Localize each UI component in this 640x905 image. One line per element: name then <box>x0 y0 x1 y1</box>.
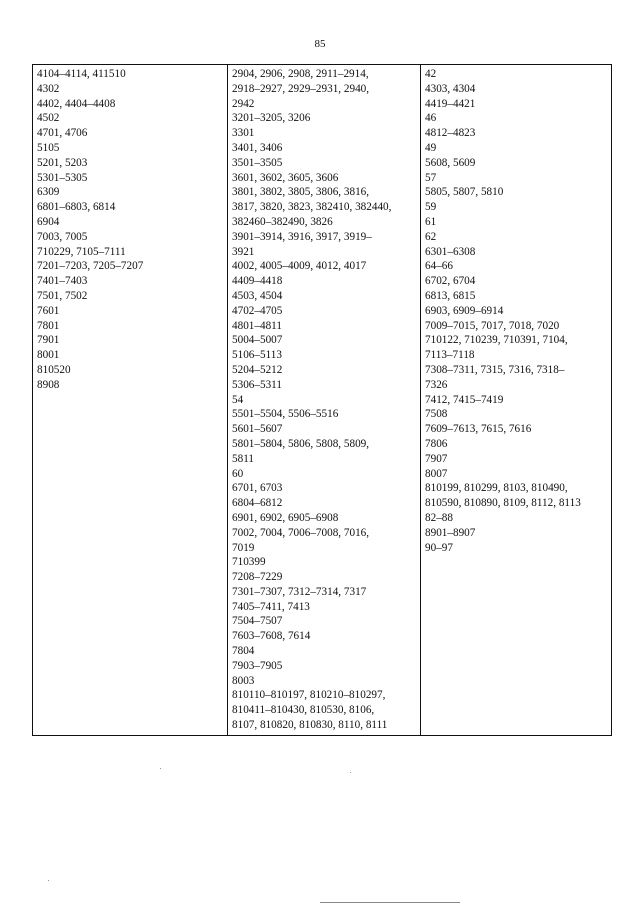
table-cell-line: 810520 <box>37 363 71 376</box>
table-cell-line: 2904, 2906, 2908, 2911–2914, <box>232 68 369 80</box>
table-cell-line: 8901–8907 <box>425 526 476 539</box>
table-cell-line: 3921 <box>232 245 255 258</box>
table-cell-line: 4701, 4706 <box>37 127 88 140</box>
table-column-middle <box>227 65 420 735</box>
table-cell-line: 4812–4823 <box>425 127 476 140</box>
table-cell-line: 4002, 4005–4009, 4012, 4017 <box>232 260 367 273</box>
table-cell-line: 6904 <box>37 215 60 228</box>
table-cell-line: 3801, 3802, 3805, 3806, 3816, <box>232 186 370 199</box>
table-cell-line: 7508 <box>425 408 448 421</box>
table-cell-line: 5204–5212 <box>232 363 283 376</box>
table-cell-line: 7301–7307, 7312–7314, 7317 <box>232 585 367 598</box>
table-cell-line: 8001 <box>37 349 60 362</box>
table-cell-line: 7501, 7502 <box>37 289 88 302</box>
table-cell-line: 7002, 7004, 7006–7008, 7016, <box>232 526 370 539</box>
table-cell-line: 7326 <box>425 378 448 391</box>
table-cell-line: 7009–7015, 7017, 7018, 7020 <box>425 319 560 332</box>
table-cell-line: 4503, 4504 <box>232 289 283 302</box>
table-cell-line: 3201–3205, 3206 <box>232 112 311 125</box>
table-cell-line: 4302 <box>37 82 60 95</box>
code-table <box>32 64 612 736</box>
table-cell-line: 810110–810197, 810210–810297, <box>232 689 386 702</box>
table-cell-line: 3301 <box>232 127 255 140</box>
table-cell-line: 7603–7608, 7614 <box>232 630 311 643</box>
table-cell-line: 4303, 4304 <box>425 82 476 95</box>
table-cell-line: 6702, 6704 <box>425 275 476 288</box>
table-cell-line: 6901, 6902, 6905–6908 <box>232 511 339 524</box>
table-cell-line: 6804–6812 <box>232 497 283 510</box>
table-cell-line: 7601 <box>37 304 60 317</box>
scan-edge-line <box>320 902 460 903</box>
table-cell-line: 7609–7613, 7615, 7616 <box>425 423 532 436</box>
table-cell-line: 6801–6803, 6814 <box>37 201 116 214</box>
table-cell-line: 5805, 5807, 5810 <box>425 186 504 199</box>
table-cell-line: 810199, 810299, 8103, 810490, <box>425 482 568 495</box>
table-cell-line: 710122, 710239, 710391, 7104, <box>425 334 568 347</box>
table-cell-line: 6301–6308 <box>425 245 476 258</box>
table-cell-line: 7412, 7415–7419 <box>425 393 504 406</box>
table-cell-line: 7113–7118 <box>425 349 475 362</box>
table-cell-line: 8107, 810820, 810830, 8110, 8111 <box>232 719 388 732</box>
table-cell-line: 60 <box>232 467 244 480</box>
table-cell-line: 54 <box>232 393 244 406</box>
table-column-right <box>420 65 611 735</box>
table-cell-line: 8003 <box>232 674 255 687</box>
table-cell-line: 5106–5113 <box>232 349 282 362</box>
table-cell-line: 59 <box>425 201 437 214</box>
table-cell-line: 61 <box>425 215 437 228</box>
table-cell-line: 5811 <box>232 452 254 465</box>
table-cell-line: 7907 <box>425 452 448 465</box>
table-cell-line: 4402, 4404–4408 <box>37 97 116 110</box>
table-cell-line: 7208–7229 <box>232 571 283 584</box>
table-cell-line: 3901–3914, 3916, 3917, 3919– <box>232 230 372 243</box>
table-cell-line: 3501–3505 <box>232 156 283 169</box>
table-cell-line: 64–66 <box>425 260 453 273</box>
table-cell-line: 4104–4114, 411510 <box>37 68 126 80</box>
table-cell-line: 3601, 3602, 3605, 3606 <box>232 171 339 184</box>
table-cell-line: 5501–5504, 5506–5516 <box>232 408 339 421</box>
table-cell-line: 90–97 <box>425 541 453 554</box>
table-cell-line: 6903, 6909–6914 <box>425 304 504 317</box>
table-cell-line: 810411–810430, 810530, 8106, <box>232 704 375 717</box>
scan-speck <box>350 772 351 773</box>
table-cell-line: 7903–7905 <box>232 659 283 672</box>
table-cell-line: 46 <box>425 112 437 125</box>
table-cell-line: 5301–5305 <box>37 171 88 184</box>
table-cell-line: 7806 <box>425 437 448 450</box>
table-cell-line: 6813, 6815 <box>425 289 476 302</box>
table-cell-line: 4502 <box>37 112 60 125</box>
table-cell-line: 3817, 3820, 3823, 382410, 382440, <box>232 201 392 214</box>
table-cell-line: 7801 <box>37 319 60 332</box>
table-cell-line: 7201–7203, 7205–7207 <box>37 260 144 273</box>
table-cell-line: 5306–5311 <box>232 378 282 391</box>
table-cell-line: 49 <box>425 141 437 154</box>
table-cell-line: 710399 <box>232 556 266 569</box>
table-cell-line: 810590, 810890, 8109, 8112, 8113 <box>425 497 581 510</box>
table-cell-line: 7308–7311, 7315, 7316, 7318– <box>425 363 565 376</box>
table-cell-line: 7401–7403 <box>37 275 88 288</box>
table-cell-line: 5801–5804, 5806, 5808, 5809, <box>232 437 370 450</box>
table-column-left <box>33 65 227 735</box>
table-cell-line: 5004–5007 <box>232 334 283 347</box>
table-cell-line: 3401, 3406 <box>232 141 283 154</box>
table-cell-line: 7901 <box>37 334 60 347</box>
table-cell-line: 710229, 7105–7111 <box>37 245 126 258</box>
table-cell-line: 8908 <box>37 378 60 391</box>
scan-speck <box>160 768 161 769</box>
table-cell-line: 7504–7507 <box>232 615 283 628</box>
table-cell-line: 7003, 7005 <box>37 230 88 243</box>
table-cell-line: 7405–7411, 7413 <box>232 600 310 613</box>
table-cell-line: 7804 <box>232 645 255 658</box>
table-cell-line: 4702–4705 <box>232 304 283 317</box>
table-cell-line: 5601–5607 <box>232 423 283 436</box>
table-cell-line: 6701, 6703 <box>232 482 283 495</box>
table-cell-line: 57 <box>425 171 437 184</box>
table-cell-line: 7019 <box>232 541 255 554</box>
table-cell-line: 4409–4418 <box>232 275 283 288</box>
table-cell-line: 2918–2927, 2929–2931, 2940, <box>232 82 370 95</box>
table-cell-line: 2942 <box>232 97 255 110</box>
table-cell-line: 5608, 5609 <box>425 156 476 169</box>
scan-speck <box>48 880 49 881</box>
table-cell-line: 82–88 <box>425 511 453 524</box>
table-cell-line: 382460–382490, 3826 <box>232 215 333 228</box>
table-cell-line: 6309 <box>37 186 60 199</box>
table-cell-line: 62 <box>425 230 437 243</box>
table-cell-line: 5105 <box>37 141 60 154</box>
table-cell-line: 42 <box>425 68 437 80</box>
page-number: 85 <box>314 38 326 50</box>
table-cell-line: 5201, 5203 <box>37 156 88 169</box>
table-cell-line: 4801–4811 <box>232 319 282 332</box>
table-cell-line: 8007 <box>425 467 448 480</box>
table-cell-line: 4419–4421 <box>425 97 476 110</box>
